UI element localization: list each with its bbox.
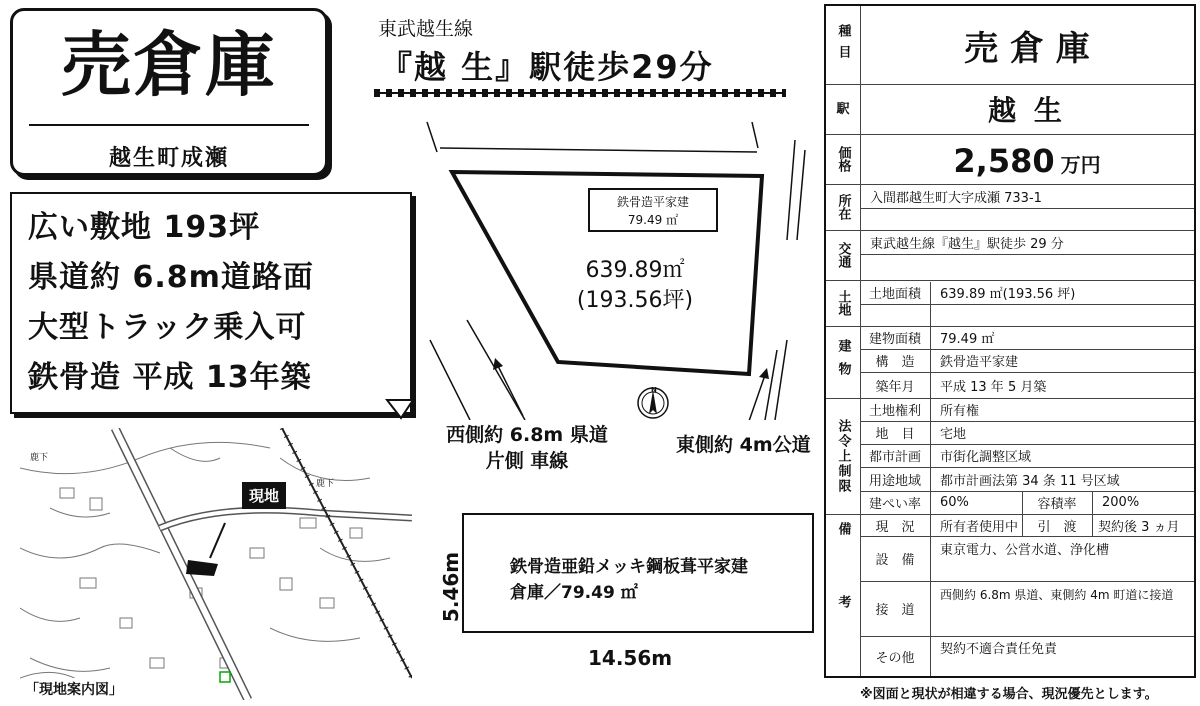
- feature-box: [10, 192, 412, 414]
- label-land-area: 土地面積: [868, 286, 921, 302]
- value-land-right: 所有権: [940, 404, 980, 419]
- building-label: [588, 188, 718, 232]
- footer-note: ※図面と現状が相違する場合、現況優先とします。: [860, 687, 1158, 702]
- header-kind: 種目: [835, 24, 851, 66]
- value-delivery: 契約後 3 ヵ月: [1098, 519, 1180, 535]
- title-location: 越生町成瀬: [108, 146, 229, 171]
- feature-1: 広い敷地 193坪: [28, 210, 261, 245]
- label-built: 築年月: [875, 379, 915, 395]
- label-land-right: 土地権利: [868, 404, 921, 419]
- price-unit: 万円: [1060, 153, 1101, 177]
- map-drawing: [20, 428, 412, 700]
- label-bcr: 建ぺい率: [868, 497, 921, 512]
- east-road-label: 東側約 4m公道: [676, 434, 811, 456]
- station-walk: 『越 生』駅徒歩29分: [380, 48, 714, 86]
- building-use-area: 倉庫／79.49 ㎡: [510, 583, 638, 603]
- west-road-line1: 西側約 6.8m 県道: [446, 424, 608, 446]
- north-label: N: [651, 386, 657, 394]
- value-bcr: 60%: [940, 495, 969, 510]
- building-label-area: 79.49 ㎡: [627, 213, 679, 227]
- map-caption: 「現地案内図」: [22, 678, 126, 700]
- feature-2: 県道約 6.8m道路面: [28, 260, 314, 295]
- header-notes: 備考: [835, 522, 851, 668]
- label-facility: 設 備: [875, 553, 915, 568]
- label-structure: 構 造: [875, 355, 915, 370]
- value-land-area: 639.89 ㎡(193.56 坪): [940, 286, 1076, 302]
- label-city-plan: 都市計画: [868, 450, 921, 465]
- header-price: 価格: [835, 146, 851, 172]
- header-legal: 法令上制限: [835, 418, 851, 494]
- west-road-label: [442, 422, 612, 474]
- value-facility: 東京電力、公営水道、浄化槽: [940, 542, 1110, 558]
- feature-4: 鉄骨造 平成 13年築: [28, 360, 312, 395]
- map-site-label: 現地: [242, 482, 286, 509]
- header-station: 駅: [836, 101, 850, 117]
- value-far: 200%: [1102, 495, 1140, 510]
- header-address: 所在: [835, 194, 851, 220]
- map-town-1: 鹿下: [30, 453, 49, 463]
- title-main: 売倉庫: [61, 24, 277, 106]
- building-structure: 鉄骨造亜鉛メッキ鋼板葺平家建: [510, 557, 748, 577]
- label-status: 現 況: [875, 519, 915, 535]
- value-price: [860, 134, 1194, 184]
- label-use-zone: 用途地域: [868, 473, 921, 489]
- value-kind: 売 倉 庫: [964, 28, 1090, 69]
- label-other: その他: [875, 650, 915, 666]
- label-land-category: 地 目: [875, 427, 915, 442]
- value-use-zone: 都市計画法第 34 条 11 号区域: [940, 473, 1120, 489]
- title-divider: [29, 124, 309, 126]
- label-far: 容積率: [1037, 497, 1077, 512]
- value-traffic: 東武越生線『越生』駅徒歩 29 分: [870, 236, 1064, 252]
- lot-area-sqm: 639.89㎡: [585, 258, 685, 283]
- value-built: 平成 13 年 5 月築: [940, 379, 1047, 395]
- feature-3: 大型トラック乗入可: [28, 310, 307, 345]
- label-delivery: 引 渡: [1037, 519, 1077, 535]
- location-map: [20, 428, 412, 700]
- label-road-access: 接 道: [875, 603, 915, 618]
- price-number: 2,580: [953, 142, 1055, 180]
- building-label-structure: 鉄骨造平家建: [616, 195, 689, 209]
- building-width: 14.56m: [588, 646, 673, 670]
- lot-area: [560, 256, 710, 316]
- value-structure: 鉄骨造平家建: [940, 355, 1019, 370]
- title-card: [10, 8, 328, 176]
- label-building-area: 建物面積: [868, 332, 921, 347]
- value-building-area: 79.49 ㎡: [940, 332, 995, 347]
- header-traffic: 交通: [835, 242, 851, 268]
- value-other: 契約不適合責任免責: [940, 641, 1058, 657]
- value-city-plan: 市街化調整区域: [940, 450, 1032, 465]
- value-station: 越 生: [988, 94, 1066, 127]
- value-road-access: 西側約 6.8m 県道、東側約 4m 町道に接道: [940, 587, 1174, 602]
- value-address: 入間郡越生町大字成瀬 733-1: [870, 190, 1042, 206]
- map-town-2: 鹿下: [316, 479, 335, 489]
- feature-box-tab: [385, 398, 415, 420]
- value-land-category: 宅地: [940, 427, 967, 442]
- railway-pattern: [374, 88, 786, 98]
- header-land: 土地: [835, 290, 851, 316]
- railway-line: 東武越生線: [378, 18, 474, 40]
- value-status: 所有者使用中: [940, 519, 1019, 535]
- spec-table: [824, 4, 1196, 678]
- west-road-line2: 片側 車線: [485, 450, 569, 472]
- building-depth: 5.46m: [439, 551, 463, 623]
- lot-area-tsubo: (193.56坪): [576, 288, 694, 313]
- header-building: 建物: [835, 339, 851, 385]
